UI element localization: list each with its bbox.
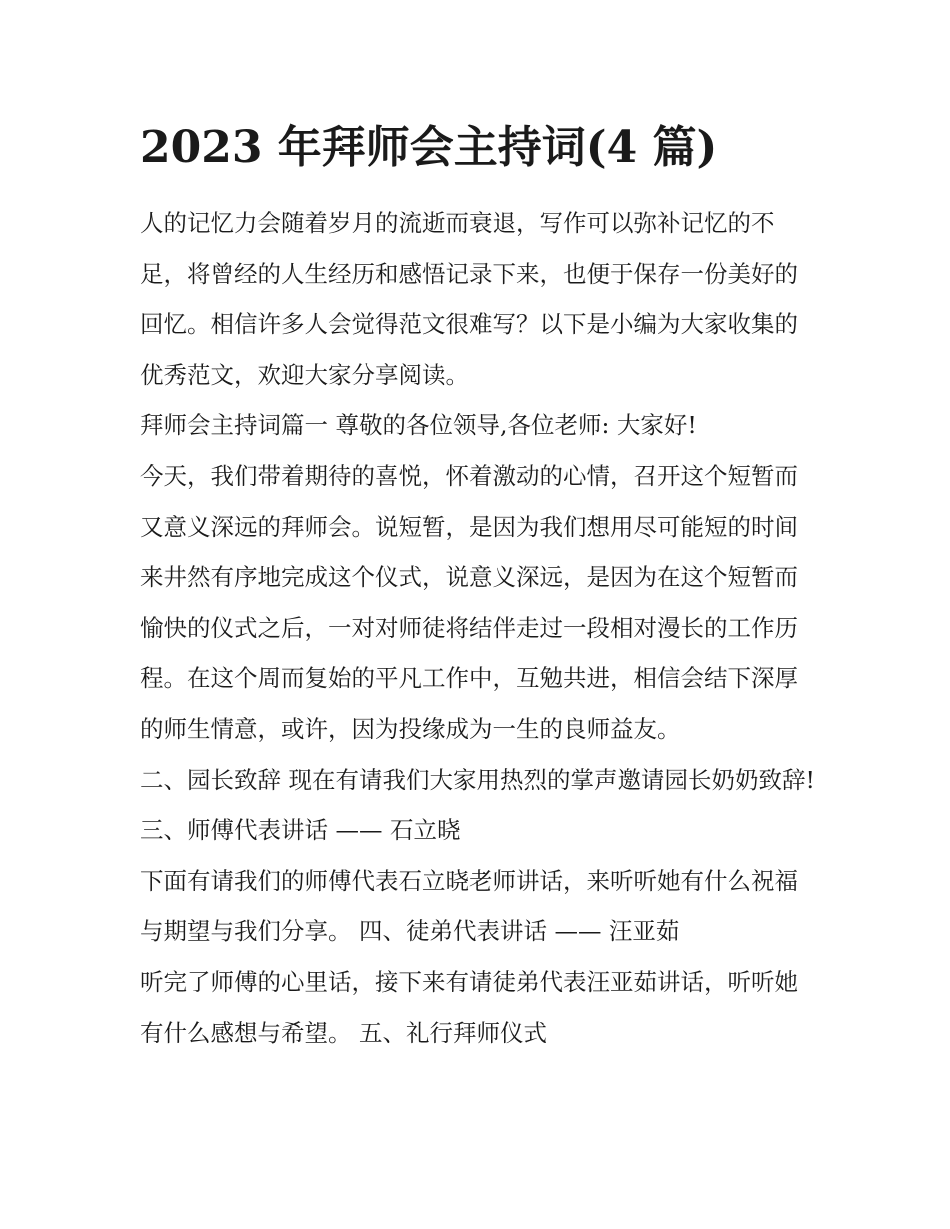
opening-speech-paragraph: 今天，我们带着期待的喜悦，怀着激动的心情，召开这个短暂而又意义深远的拜师会。说短暂，是因为我们想用尽可能短的时间来井然有序地完成这个仪式，说意义深远，是因为在这个短暂而愉快的仪式之后，一对对师徒将结伴走过一段相对漫长的工作历程。在这个周而复始的平凡工作中，互勉共进，相信会结下深厚的师生情意，或许，因为投缘成为一生的良师益友。 xyxy=(140,461,798,743)
section-one-greeting: 拜师会主持词篇一 尊敬的各位领导,各位老师: 大家好! xyxy=(140,411,697,440)
document-body xyxy=(140,198,820,1058)
document-title: 2023 年拜师会主持词(4 篇) xyxy=(140,122,718,173)
mentor-speech-paragraph: 下面有请我们的师傅代表石立晓老师讲话，来听听她有什么祝福与期望与我们分享。 四、徒弟代表讲话 —— 汪亚茹 xyxy=(140,866,798,946)
intro-paragraph: 人的记忆力会随着岁月的流逝而衰退，写作可以弥补记忆的不足，将曾经的人生经历和感悟记录下来，也便于保存一份美好的回忆。相信许多人会觉得范文很难写？以下是小编为大家收集的优秀范文，欢迎大家分享阅读。 xyxy=(140,209,798,389)
apprentice-speech-paragraph: 听完了师傅的心里话，接下来有请徒弟代表汪亚茹讲话，听听她有什么感想与希望。 五、礼行拜师仪式 xyxy=(140,967,798,1047)
director-speech-paragraph: 二、园长致辞 现在有请我们大家用热烈的掌声邀请园长奶奶致辞! 三、师傅代表讲话 —— 石立晓 xyxy=(140,765,815,845)
